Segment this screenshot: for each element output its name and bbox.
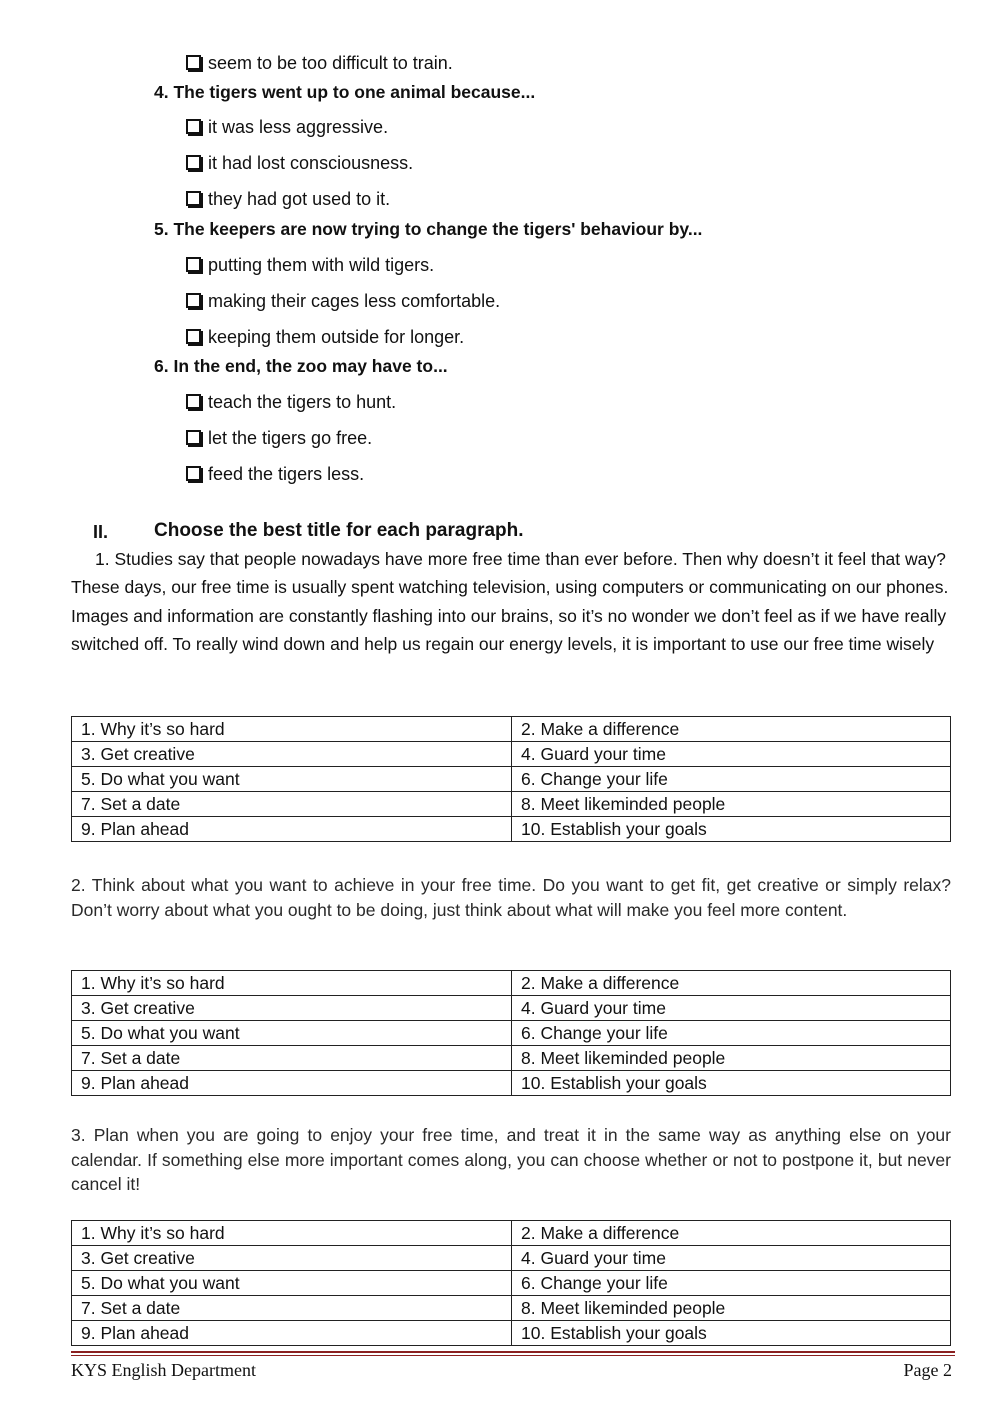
table-cell[interactable]: 7. Set a date: [72, 792, 512, 817]
question-4: 4. The tigers went up to one animal because...: [154, 82, 536, 102]
option-checkbox[interactable]: [186, 325, 464, 349]
option-checkbox[interactable]: [186, 390, 396, 414]
table-cell[interactable]: 1. Why it’s so hard: [72, 971, 512, 996]
table-cell[interactable]: 1. Why it’s so hard: [72, 1221, 512, 1246]
table-row: [72, 1321, 951, 1346]
section-title: Choose the best title for each paragraph.: [154, 520, 524, 541]
checkbox-icon[interactable]: [186, 430, 201, 445]
paragraph-1: 1. Studies say that people nowadays have more free time than ever before. Then why doesn’t it feel that way? These days, our free time is usually spent watching television, using computers or communicating on our phones. Images and information are constantly flashing into our brains, so it’s no wonder we don’t feel as if we have really switched off. To really wind down and help us regain our energy levels, it is important to use our free time wisely: [71, 549, 949, 655]
option-label: feed the tigers less.: [208, 464, 365, 484]
table-cell[interactable]: 6. Change your life: [512, 767, 951, 792]
table-row: [72, 767, 951, 792]
option-label: it had lost consciousness.: [208, 153, 414, 173]
option-checkbox[interactable]: [186, 426, 372, 450]
table-cell[interactable]: 9. Plan ahead: [72, 817, 512, 842]
footer-rule-bottom: [71, 1355, 955, 1356]
table-cell[interactable]: 8. Meet likeminded people: [512, 1296, 951, 1321]
option-checkbox[interactable]: [186, 253, 434, 277]
table-cell[interactable]: 8. Meet likeminded people: [512, 1046, 951, 1071]
table-row: [72, 996, 951, 1021]
option-checkbox[interactable]: [186, 115, 388, 139]
table-cell[interactable]: 3. Get creative: [72, 742, 512, 767]
table-row: [72, 1271, 951, 1296]
table-cell[interactable]: 7. Set a date: [72, 1046, 512, 1071]
table-cell[interactable]: 4. Guard your time: [512, 742, 951, 767]
table-row: [72, 1221, 951, 1246]
checkbox-icon[interactable]: [186, 155, 201, 170]
paragraph-2: 2. Think about what you want to achieve in your free time. Do you want to get fit, get creative or simply relax? Don’t worry about what you ought to be doing, just think about what will make you feel more content.: [71, 875, 951, 920]
checkbox-icon[interactable]: [186, 257, 201, 272]
table-cell[interactable]: 4. Guard your time: [512, 1246, 951, 1271]
option-checkbox[interactable]: [186, 151, 413, 175]
option-label: they had got used to it.: [208, 189, 391, 209]
table-cell[interactable]: 2. Make a difference: [512, 717, 951, 742]
question-5: 5. The keepers are now trying to change the tigers' behaviour by...: [154, 219, 703, 239]
table-row: [72, 1021, 951, 1046]
table-row: [72, 817, 951, 842]
checkbox-icon[interactable]: [186, 191, 201, 206]
table-cell[interactable]: 3. Get creative: [72, 1246, 512, 1271]
table-row: [72, 742, 951, 767]
table-cell[interactable]: 10. Establish your goals: [512, 817, 951, 842]
option-label: let the tigers go free.: [208, 428, 373, 448]
checkbox-icon[interactable]: [186, 55, 201, 70]
footer-page-number: Page 2: [903, 1360, 952, 1380]
table-row: [72, 1046, 951, 1071]
checkbox-icon[interactable]: [186, 394, 201, 409]
option-checkbox[interactable]: [186, 462, 364, 486]
option-label: putting them with wild tigers.: [208, 255, 435, 275]
question-6: 6. In the end, the zoo may have to...: [154, 356, 448, 376]
table-cell[interactable]: 4. Guard your time: [512, 996, 951, 1021]
section-number: II.: [93, 522, 109, 542]
table-row: [72, 792, 951, 817]
option-label: keeping them outside for longer.: [208, 327, 465, 347]
checkbox-icon[interactable]: [186, 293, 201, 308]
table-row: [72, 1246, 951, 1271]
option-checkbox[interactable]: [186, 51, 453, 75]
table-cell[interactable]: 10. Establish your goals: [512, 1321, 951, 1346]
table-row: [72, 1296, 951, 1321]
checkbox-icon[interactable]: [186, 466, 201, 481]
checkbox-icon[interactable]: [186, 119, 201, 134]
option-checkbox[interactable]: [186, 187, 390, 211]
table-cell[interactable]: 10. Establish your goals: [512, 1071, 951, 1096]
table-cell[interactable]: 5. Do what you want: [72, 1271, 512, 1296]
table-cell[interactable]: 1. Why it’s so hard: [72, 717, 512, 742]
option-label: teach the tigers to hunt.: [208, 392, 397, 412]
option-label: making their cages less comfortable.: [208, 291, 501, 311]
title-options-table-2: [71, 970, 951, 1096]
title-options-table-3: [71, 1220, 951, 1346]
table-cell[interactable]: 6. Change your life: [512, 1271, 951, 1296]
table-cell[interactable]: 2. Make a difference: [512, 1221, 951, 1246]
table-row: [72, 717, 951, 742]
table-cell[interactable]: 2. Make a difference: [512, 971, 951, 996]
table-cell[interactable]: 5. Do what you want: [72, 767, 512, 792]
table-row: [72, 1071, 951, 1096]
table-cell[interactable]: 9. Plan ahead: [72, 1321, 512, 1346]
paragraph-3: 3. Plan when you are going to enjoy your free time, and treat it in the same way as anything else on your calendar. If something else more important comes along, you can choose whether or not to postpone it, but never cancel it!: [71, 1125, 951, 1194]
table-cell[interactable]: 7. Set a date: [72, 1296, 512, 1321]
title-options-table-1: [71, 716, 951, 842]
table-row: [72, 971, 951, 996]
option-label: seem to be too difficult to train.: [208, 53, 453, 73]
table-cell[interactable]: 9. Plan ahead: [72, 1071, 512, 1096]
table-cell[interactable]: 6. Change your life: [512, 1021, 951, 1046]
table-cell[interactable]: 3. Get creative: [72, 996, 512, 1021]
footer-department: KYS English Department: [71, 1360, 256, 1380]
table-cell[interactable]: 8. Meet likeminded people: [512, 792, 951, 817]
table-cell[interactable]: 5. Do what you want: [72, 1021, 512, 1046]
option-label: it was less aggressive.: [208, 117, 389, 137]
checkbox-icon[interactable]: [186, 329, 201, 344]
option-checkbox[interactable]: [186, 289, 500, 313]
footer-rule-top: [71, 1351, 955, 1353]
